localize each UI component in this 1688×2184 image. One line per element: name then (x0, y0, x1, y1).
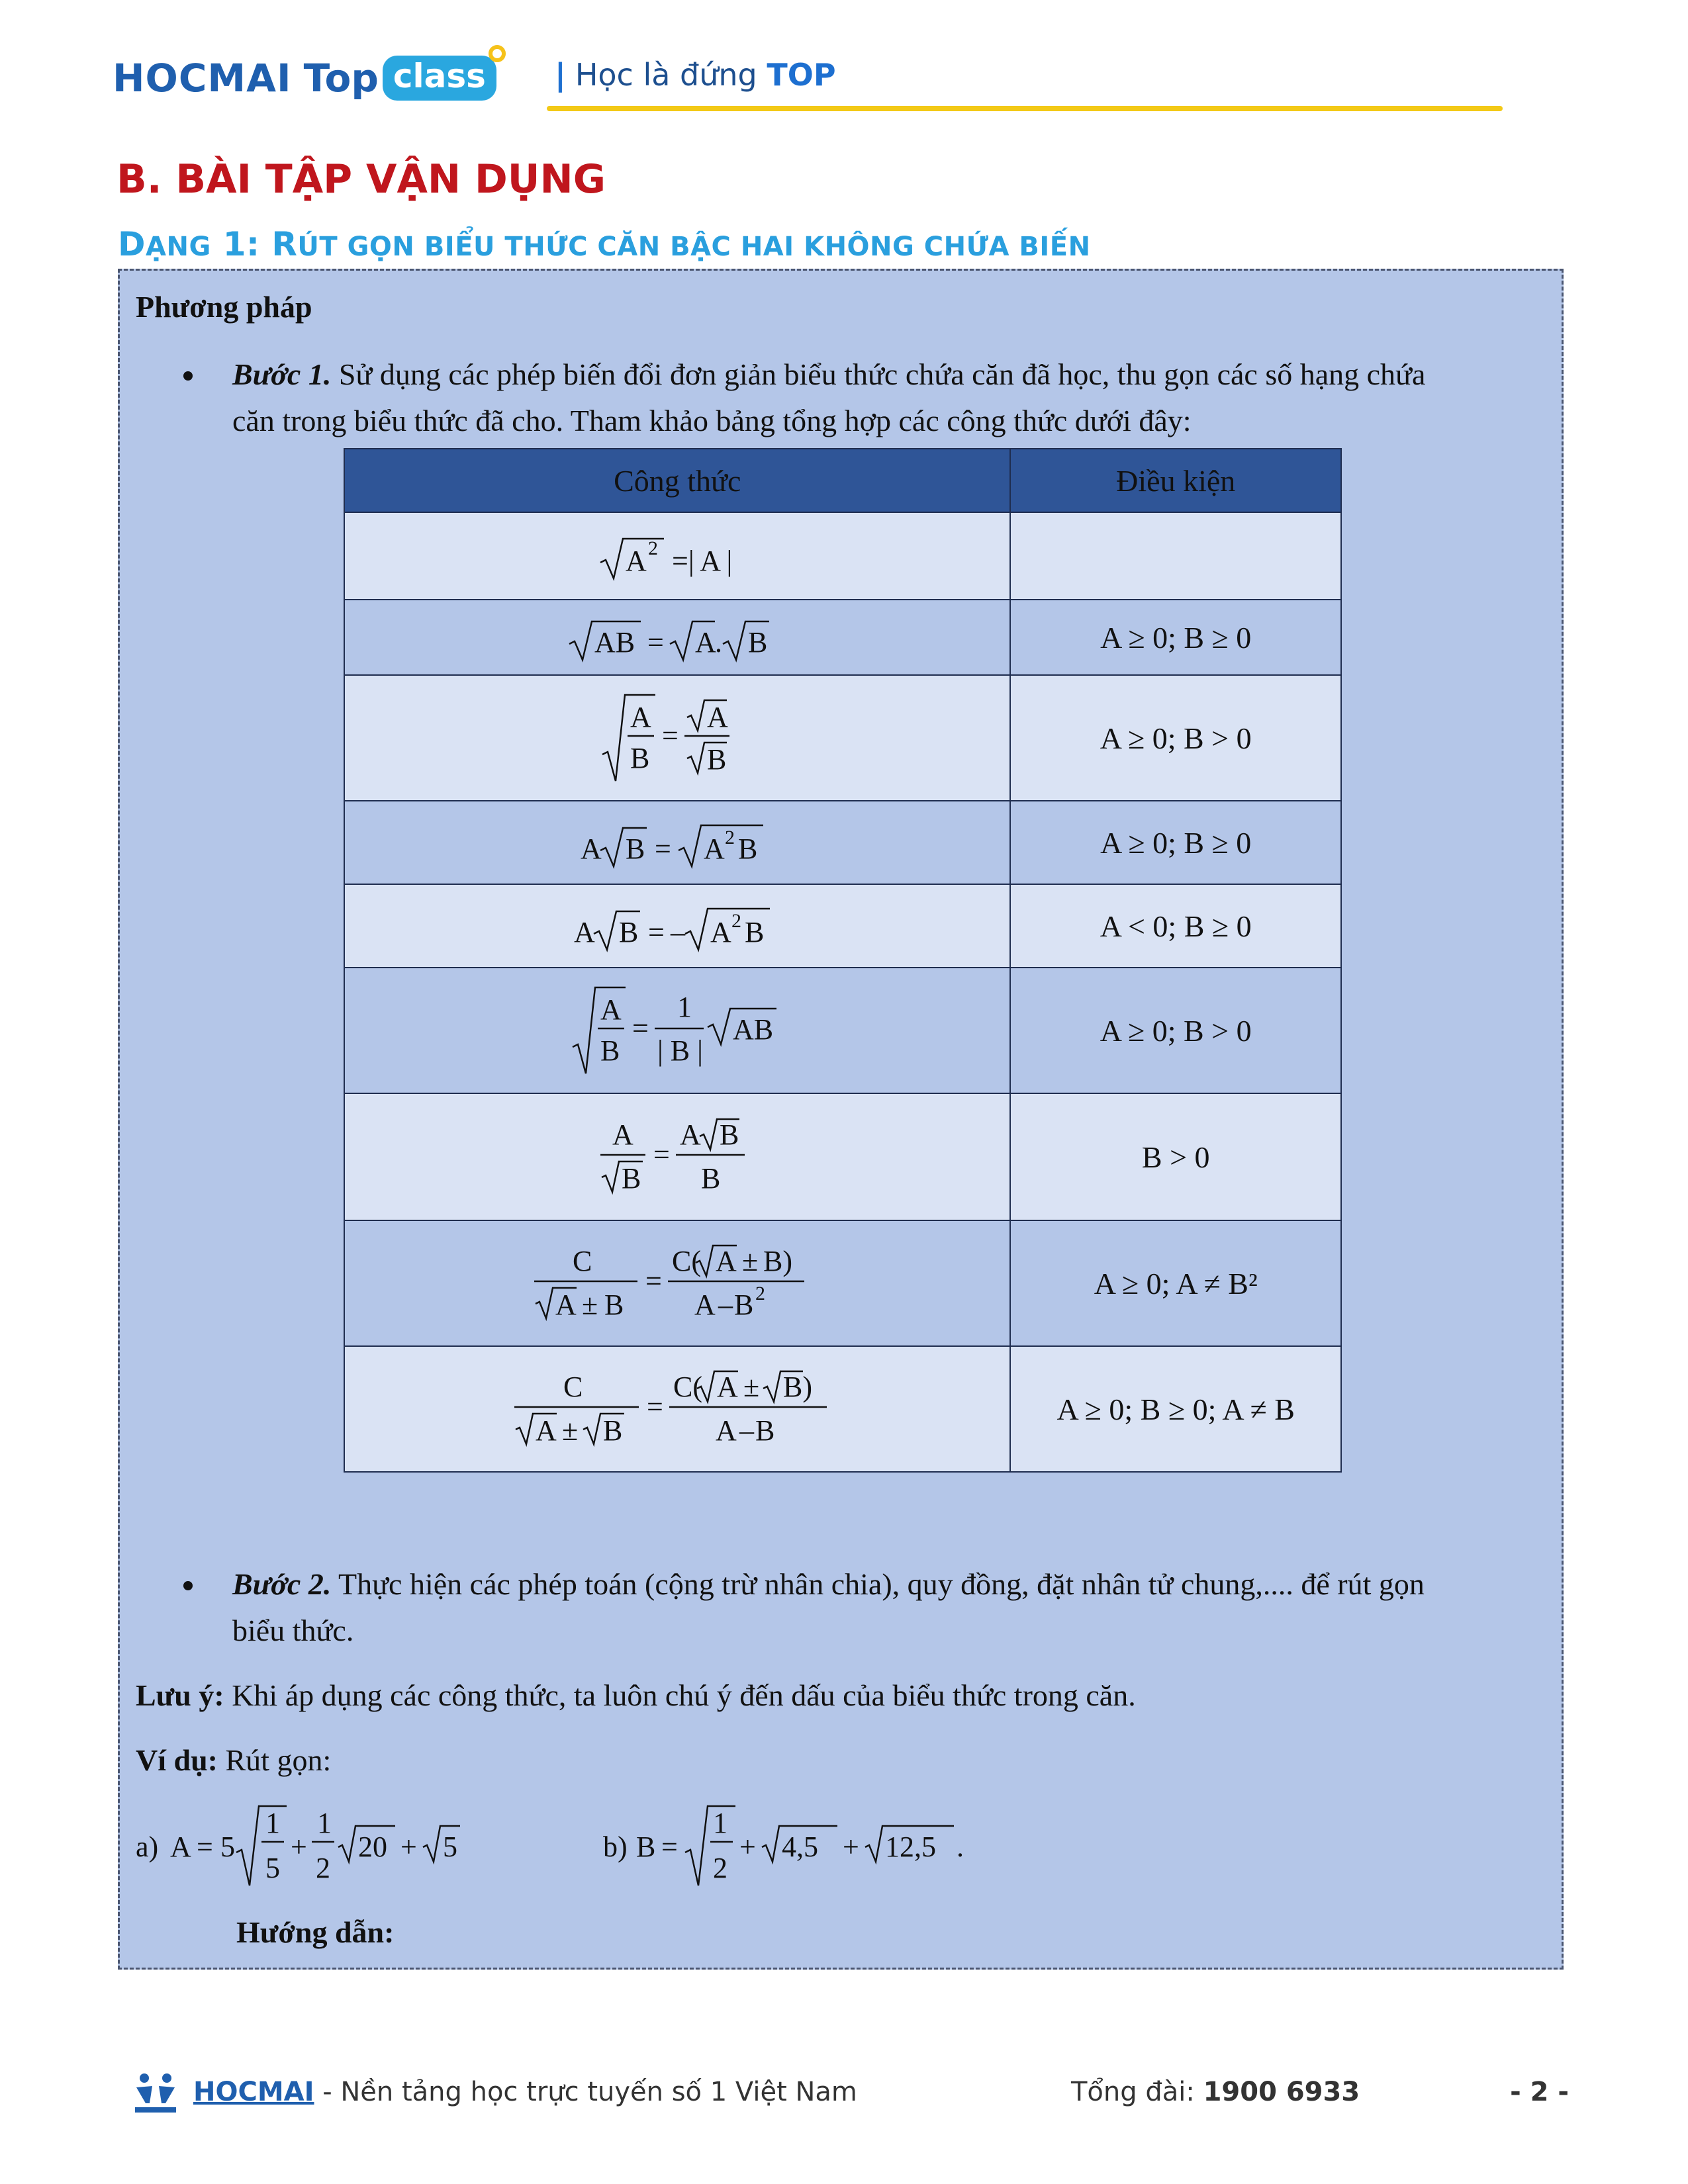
table-row (344, 801, 1341, 884)
separator-bar: | (555, 57, 566, 93)
svg-text:1: 1 (265, 1807, 280, 1839)
svg-text:C: C (573, 1245, 592, 1277)
svg-text:5: 5 (443, 1831, 457, 1863)
tagline-highlight: TOP (767, 57, 836, 93)
svg-text:=: = (197, 1831, 213, 1863)
formula-cell (344, 1093, 1010, 1220)
svg-text:.: . (715, 626, 723, 659)
formula-cell (344, 600, 1010, 675)
svg-text:AB: AB (733, 1013, 774, 1046)
svg-text:–: – (718, 1289, 733, 1321)
svg-text:B: B (745, 916, 765, 948)
sun-icon (489, 45, 506, 62)
svg-text:B: B (738, 833, 758, 865)
formula-rationalize-quotient (571, 981, 783, 1080)
page-number: - 2 - (1510, 2077, 1569, 2107)
svg-text:B: B (707, 743, 727, 776)
formula-cell (344, 675, 1010, 801)
svg-text:B: B (701, 1162, 721, 1195)
condition-cell (1010, 512, 1341, 600)
svg-text:B): B) (783, 1371, 813, 1403)
tagline-text: Học là đứng (575, 57, 757, 93)
note-line: Lưu ý: Khi áp dụng các công thức, ta luôn chú ý đến dấu của biểu thức trong căn. (136, 1678, 1136, 1712)
svg-text:A: A (574, 916, 595, 948)
formula-conjugate-a-b (532, 1234, 823, 1333)
svg-text:–: – (739, 1414, 755, 1447)
svg-text:4,5: 4,5 (782, 1831, 818, 1863)
svg-text:=: = (645, 1265, 663, 1297)
svg-text:5: 5 (220, 1831, 235, 1863)
formula-sqrt-quotient (601, 688, 753, 788)
svg-text:B: B (720, 1118, 739, 1151)
footer-hotline: Tổng đài: 1900 6933 (1071, 2077, 1360, 2107)
svg-text:B: B (622, 1162, 641, 1195)
formula-cell (344, 801, 1010, 884)
condition-cell: A < 0; B ≥ 0 (1010, 884, 1341, 968)
svg-text:A: A (581, 833, 602, 865)
svg-text:A: A (704, 833, 725, 865)
bullet-icon (183, 371, 193, 381)
svg-text:+: + (739, 1831, 756, 1863)
svg-text:2: 2 (316, 1852, 330, 1884)
formula-sqrt-a-squared (598, 529, 757, 582)
col-formula-header: Công thức (344, 449, 1010, 512)
dang-title: DẠNG 1: RÚT GỌN BIỂU THỨC CĂN BẬC HAI KHÔNG CHỨA BIẾN (118, 225, 1091, 263)
svg-text:=: = (661, 1831, 678, 1863)
table-row (344, 968, 1341, 1093)
formula-sqrt-product (568, 611, 786, 664)
svg-text:a): a) (136, 1831, 159, 1863)
svg-text:.: . (957, 1831, 964, 1863)
svg-text:B: B (630, 742, 650, 774)
step1-line2: căn trong biểu thức đã cho. Tham khảo bảng tổng hợp các công thức dưới đây: (232, 404, 1192, 437)
svg-text:b): b) (603, 1831, 628, 1863)
svg-text:=: = (647, 1390, 664, 1423)
svg-text:5: 5 (265, 1852, 280, 1884)
table-row (344, 1346, 1341, 1472)
table-row (344, 1093, 1341, 1220)
step2-line1: Bước 2. Thực hiện các phép toán (cộng trừ nhân chia), quy đồng, đặt nhân tử chung,.... để rút gọn (232, 1567, 1425, 1601)
condition-cell: A ≥ 0; B ≥ 0 (1010, 801, 1341, 884)
svg-text:C(: C( (672, 1245, 702, 1277)
svg-text:C(: C( (673, 1371, 703, 1403)
svg-text:=: = (653, 1138, 671, 1171)
col-condition-header: Điều kiện (1010, 449, 1341, 512)
table-row (344, 884, 1341, 968)
svg-text:A: A (612, 1118, 633, 1151)
formula-rationalize-denominator (598, 1107, 757, 1206)
example-expressions (133, 1793, 994, 1899)
svg-text:A: A (626, 545, 647, 577)
bullet-icon (183, 1581, 193, 1590)
section-title: B. BÀI TẬP VẬN DỤNG (117, 156, 606, 203)
svg-text:B: B (603, 1414, 623, 1447)
svg-text:C: C (563, 1371, 583, 1403)
svg-text:±: ± (562, 1414, 579, 1447)
svg-text:=: = (648, 916, 665, 948)
table-row (344, 600, 1341, 675)
svg-text:AB: AB (594, 626, 635, 659)
header-divider (547, 106, 1503, 111)
formula-cell (344, 968, 1010, 1093)
formula-cell (344, 884, 1010, 968)
svg-text:B: B (734, 1289, 754, 1321)
table-row (344, 1220, 1341, 1346)
footer-slogan: HOCMAI - Nền tảng học trực tuyến số 1 Việt Nam (193, 2077, 857, 2107)
svg-text:A: A (170, 1831, 191, 1863)
svg-text:B: B (626, 833, 645, 865)
logo-text-class: class (383, 56, 496, 101)
formula-table (344, 448, 1342, 1473)
condition-cell: A ≥ 0; B ≥ 0 (1010, 600, 1341, 675)
svg-text:| B |: | B | (657, 1034, 704, 1067)
condition-cell: A ≥ 0; B > 0 (1010, 675, 1341, 801)
svg-text:–: – (671, 916, 686, 948)
svg-text:A: A (600, 993, 622, 1026)
step2-line2: biểu thức. (232, 1614, 354, 1647)
svg-text:±: ± (743, 1371, 760, 1403)
svg-text:A: A (717, 1371, 738, 1403)
svg-text:2: 2 (755, 1283, 766, 1304)
formula-cell (344, 1220, 1010, 1346)
condition-cell: A ≥ 0; A ≠ B² (1010, 1220, 1341, 1346)
svg-text:=: = (632, 1012, 649, 1044)
svg-text:B: B (619, 916, 639, 948)
formula-cell (344, 512, 1010, 600)
svg-text:+: + (291, 1831, 307, 1863)
header-tagline (555, 57, 836, 93)
svg-text:2: 2 (731, 910, 742, 932)
svg-text:A: A (707, 701, 728, 733)
svg-text:A: A (710, 916, 731, 948)
step1-line1: Bước 1. Sử dụng các phép biến đổi đơn giản biểu thức chứa căn đã học, thu gọn các số hạng chứa (232, 357, 1426, 391)
svg-text:±: ± (582, 1289, 598, 1321)
svg-text:=: = (647, 626, 665, 659)
table-row (344, 675, 1341, 801)
logo-text-hocmai: HOCMAI (113, 56, 292, 101)
svg-text:A: A (694, 1289, 716, 1321)
svg-text:A: A (536, 1414, 557, 1447)
table-row (344, 512, 1341, 600)
svg-text:1: 1 (713, 1807, 727, 1839)
svg-text:=| A |: =| A | (672, 545, 733, 577)
svg-text:20: 20 (358, 1831, 387, 1863)
formula-neg-a-into-sqrt (571, 899, 783, 952)
svg-text:B: B (636, 1831, 656, 1863)
svg-text:A: A (630, 701, 651, 733)
hocmai-topclass-logo (113, 45, 496, 111)
condition-cell: A ≥ 0; B > 0 (1010, 968, 1341, 1093)
method-heading: Phương pháp (136, 290, 312, 324)
svg-text:+: + (400, 1831, 417, 1863)
svg-text:B): B) (763, 1245, 793, 1277)
svg-text:1: 1 (317, 1807, 332, 1839)
table-header-row (344, 449, 1341, 512)
formula-cell (344, 1346, 1010, 1472)
condition-cell: B > 0 (1010, 1093, 1341, 1220)
method-box (118, 269, 1564, 1970)
formula-conjugate-sqrt-a-sqrt-b (512, 1359, 843, 1459)
svg-text:1: 1 (677, 991, 692, 1023)
svg-text:A: A (695, 626, 716, 659)
guide-heading: Hướng dẫn: (236, 1915, 395, 1949)
example-line: Ví dụ: Rút gọn: (136, 1743, 332, 1777)
footer (132, 2071, 1569, 2124)
svg-text:2: 2 (648, 537, 659, 559)
logo-text-top: Top (303, 56, 379, 101)
hocmai-people-icon (132, 2070, 179, 2116)
svg-text:A: A (716, 1245, 737, 1277)
svg-text:B: B (604, 1289, 624, 1321)
svg-text:±: ± (742, 1245, 759, 1277)
svg-text:B: B (755, 1414, 775, 1447)
footer-brand-link[interactable]: HOCMAI (193, 2077, 314, 2107)
svg-text:A: A (555, 1289, 577, 1321)
svg-text:12,5: 12,5 (885, 1831, 936, 1863)
svg-text:A: A (716, 1414, 737, 1447)
svg-text:=: = (655, 833, 672, 865)
svg-text:B: B (600, 1034, 620, 1067)
svg-text:2: 2 (725, 827, 735, 848)
formula-a-into-sqrt (578, 816, 776, 869)
svg-text:=: = (662, 719, 679, 752)
svg-text:B: B (748, 626, 768, 659)
svg-text:+: + (843, 1831, 859, 1863)
svg-text:2: 2 (713, 1852, 727, 1884)
condition-cell: A ≥ 0; B ≥ 0; A ≠ B (1010, 1346, 1341, 1472)
svg-text:A: A (680, 1118, 701, 1151)
